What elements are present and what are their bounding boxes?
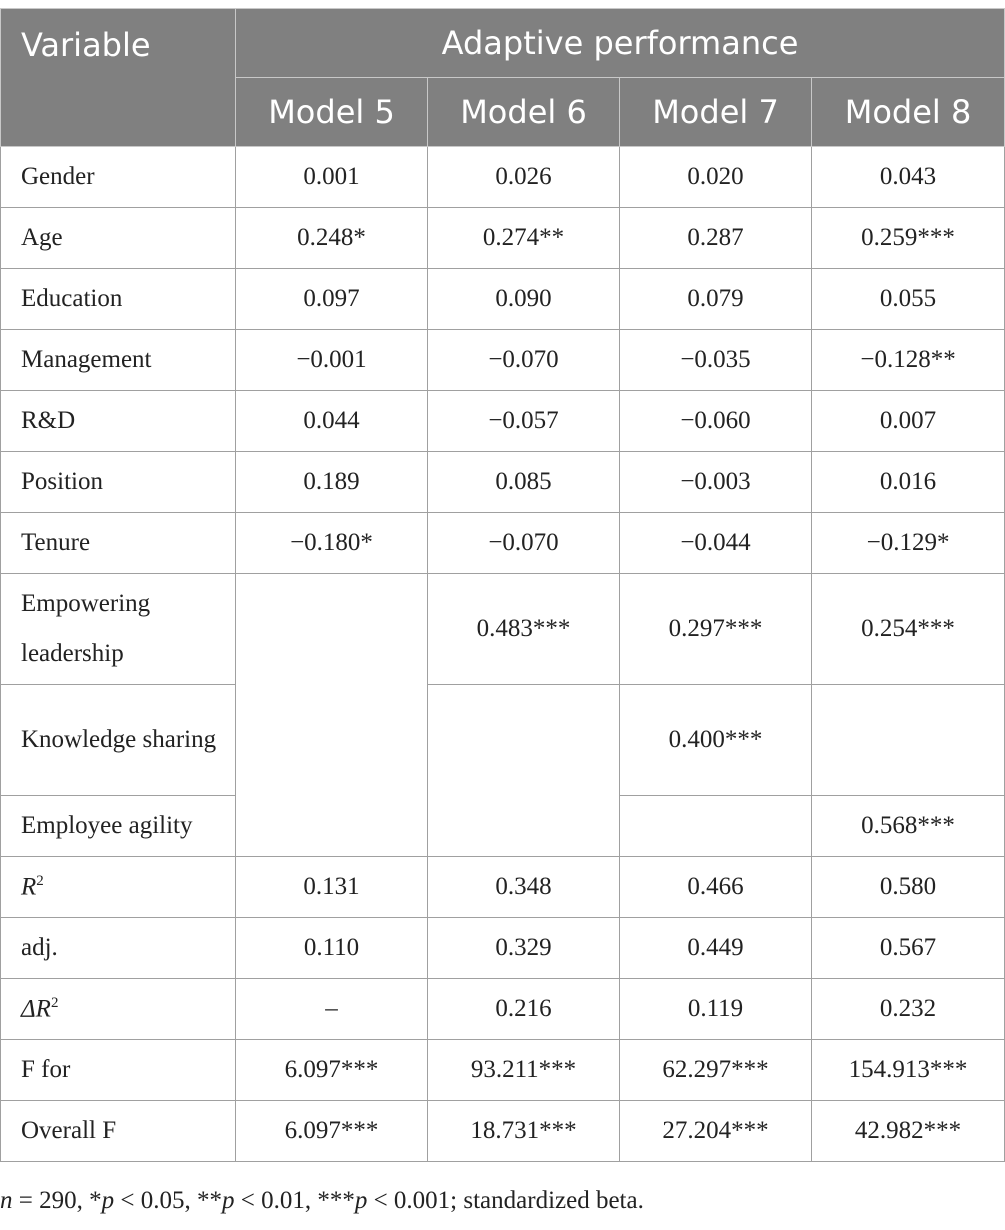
table-cell: −0.129* [812, 513, 1005, 574]
table-row [1, 574, 1005, 685]
table-cell: 0.007 [812, 391, 1005, 452]
table-row [1, 208, 1005, 269]
table-cell: −0.035 [620, 330, 812, 391]
table-cell: 62.297*** [620, 1040, 812, 1101]
table-cell: 0.254*** [812, 574, 1005, 685]
table-cell: 42.982*** [812, 1101, 1005, 1162]
row-label-r2: $R^2$ [1, 857, 236, 918]
table-cell: 0.567 [812, 918, 1005, 979]
header-model-5: Model 5 [236, 78, 428, 147]
table-row [1, 513, 1005, 574]
row-label: adj. [1, 918, 236, 979]
table-cell: −0.128** [812, 330, 1005, 391]
table-cell: −0.060 [620, 391, 812, 452]
table-row [1, 857, 1005, 918]
table-cell: 0.329 [428, 918, 620, 979]
table-row [1, 147, 1005, 208]
header-row-1 [1, 9, 1005, 78]
table-cell [812, 685, 1005, 796]
table-cell: 0.097 [236, 269, 428, 330]
table-cell: 0.287 [620, 208, 812, 269]
table-cell: 154.913*** [812, 1040, 1005, 1101]
table-cell: 0.466 [620, 857, 812, 918]
table-cell: −0.003 [620, 452, 812, 513]
table-cell: −0.001 [236, 330, 428, 391]
row-label: Gender [1, 147, 236, 208]
table-cell: 0.044 [236, 391, 428, 452]
table-cell: 0.085 [428, 452, 620, 513]
row-label-delta-r2: $\Delta R^2$ [1, 979, 236, 1040]
header-model-6: Model 6 [428, 78, 620, 147]
table-cell [620, 796, 812, 857]
table-cell: 0.189 [236, 452, 428, 513]
table-cell: 0.259*** [812, 208, 1005, 269]
table-cell: 0.090 [428, 269, 620, 330]
row-label: Employee agility [1, 796, 236, 857]
row-label: Management [1, 330, 236, 391]
row-label: Overall F [1, 1101, 236, 1162]
table-cell: 93.211*** [428, 1040, 620, 1101]
table-cell: 0.400*** [620, 685, 812, 796]
row-label: Tenure [1, 513, 236, 574]
table-row [1, 979, 1005, 1040]
regression-table [0, 8, 1005, 1162]
table-cell: −0.057 [428, 391, 620, 452]
table-cell: 0.248* [236, 208, 428, 269]
table-row [1, 391, 1005, 452]
table-cell: 6.097*** [236, 1101, 428, 1162]
table-cell: 0.001 [236, 147, 428, 208]
table-cell: −0.070 [428, 330, 620, 391]
table-row [1, 269, 1005, 330]
row-label: Position [1, 452, 236, 513]
header-variable: Variable [1, 9, 236, 147]
table-cell: 0.131 [236, 857, 428, 918]
table-cell: 6.097*** [236, 1040, 428, 1101]
table-cell: 0.568*** [812, 796, 1005, 857]
table-cell: – [236, 979, 428, 1040]
table-cell: −0.044 [620, 513, 812, 574]
table-cell: 0.348 [428, 857, 620, 918]
row-label: Education [1, 269, 236, 330]
header-adaptive-performance: Adaptive performance [236, 9, 1005, 78]
row-label: Knowledge sharing [1, 685, 236, 796]
table-cell: 0.297*** [620, 574, 812, 685]
table-row [1, 330, 1005, 391]
table-cell: 0.580 [812, 857, 1005, 918]
table-cell: 0.232 [812, 979, 1005, 1040]
row-label: Age [1, 208, 236, 269]
table-cell: −0.180* [236, 513, 428, 574]
row-label: F for [1, 1040, 236, 1101]
table-row [1, 685, 1005, 796]
table-cell: 0.026 [428, 147, 620, 208]
row-label: R&D [1, 391, 236, 452]
table-cell: −0.070 [428, 513, 620, 574]
table-cell: 0.216 [428, 979, 620, 1040]
table-cell: 0.016 [812, 452, 1005, 513]
table-cell: 0.043 [812, 147, 1005, 208]
table-row [1, 1101, 1005, 1162]
table-row [1, 1040, 1005, 1101]
table-cell: 0.055 [812, 269, 1005, 330]
table-cell: 0.079 [620, 269, 812, 330]
table-cell: 0.119 [620, 979, 812, 1040]
table-cell: 0.110 [236, 918, 428, 979]
table-row [1, 918, 1005, 979]
table-cell-empty-merged [428, 685, 620, 857]
table-cell-empty-merged [236, 574, 428, 857]
table-row [1, 452, 1005, 513]
table-cell: 0.449 [620, 918, 812, 979]
table-cell: 27.204*** [620, 1101, 812, 1162]
table-cell: 0.020 [620, 147, 812, 208]
table-cell: 0.274** [428, 208, 620, 269]
header-model-8: Model 8 [812, 78, 1005, 147]
row-label: Empowering leadership [1, 574, 236, 685]
table-footnote: n = 290, *p < 0.05, **p < 0.01, ***p < 0.001; standardized beta. [0, 1187, 644, 1214]
header-model-7: Model 7 [620, 78, 812, 147]
table-cell: 18.731*** [428, 1101, 620, 1162]
table-cell: 0.483*** [428, 574, 620, 685]
